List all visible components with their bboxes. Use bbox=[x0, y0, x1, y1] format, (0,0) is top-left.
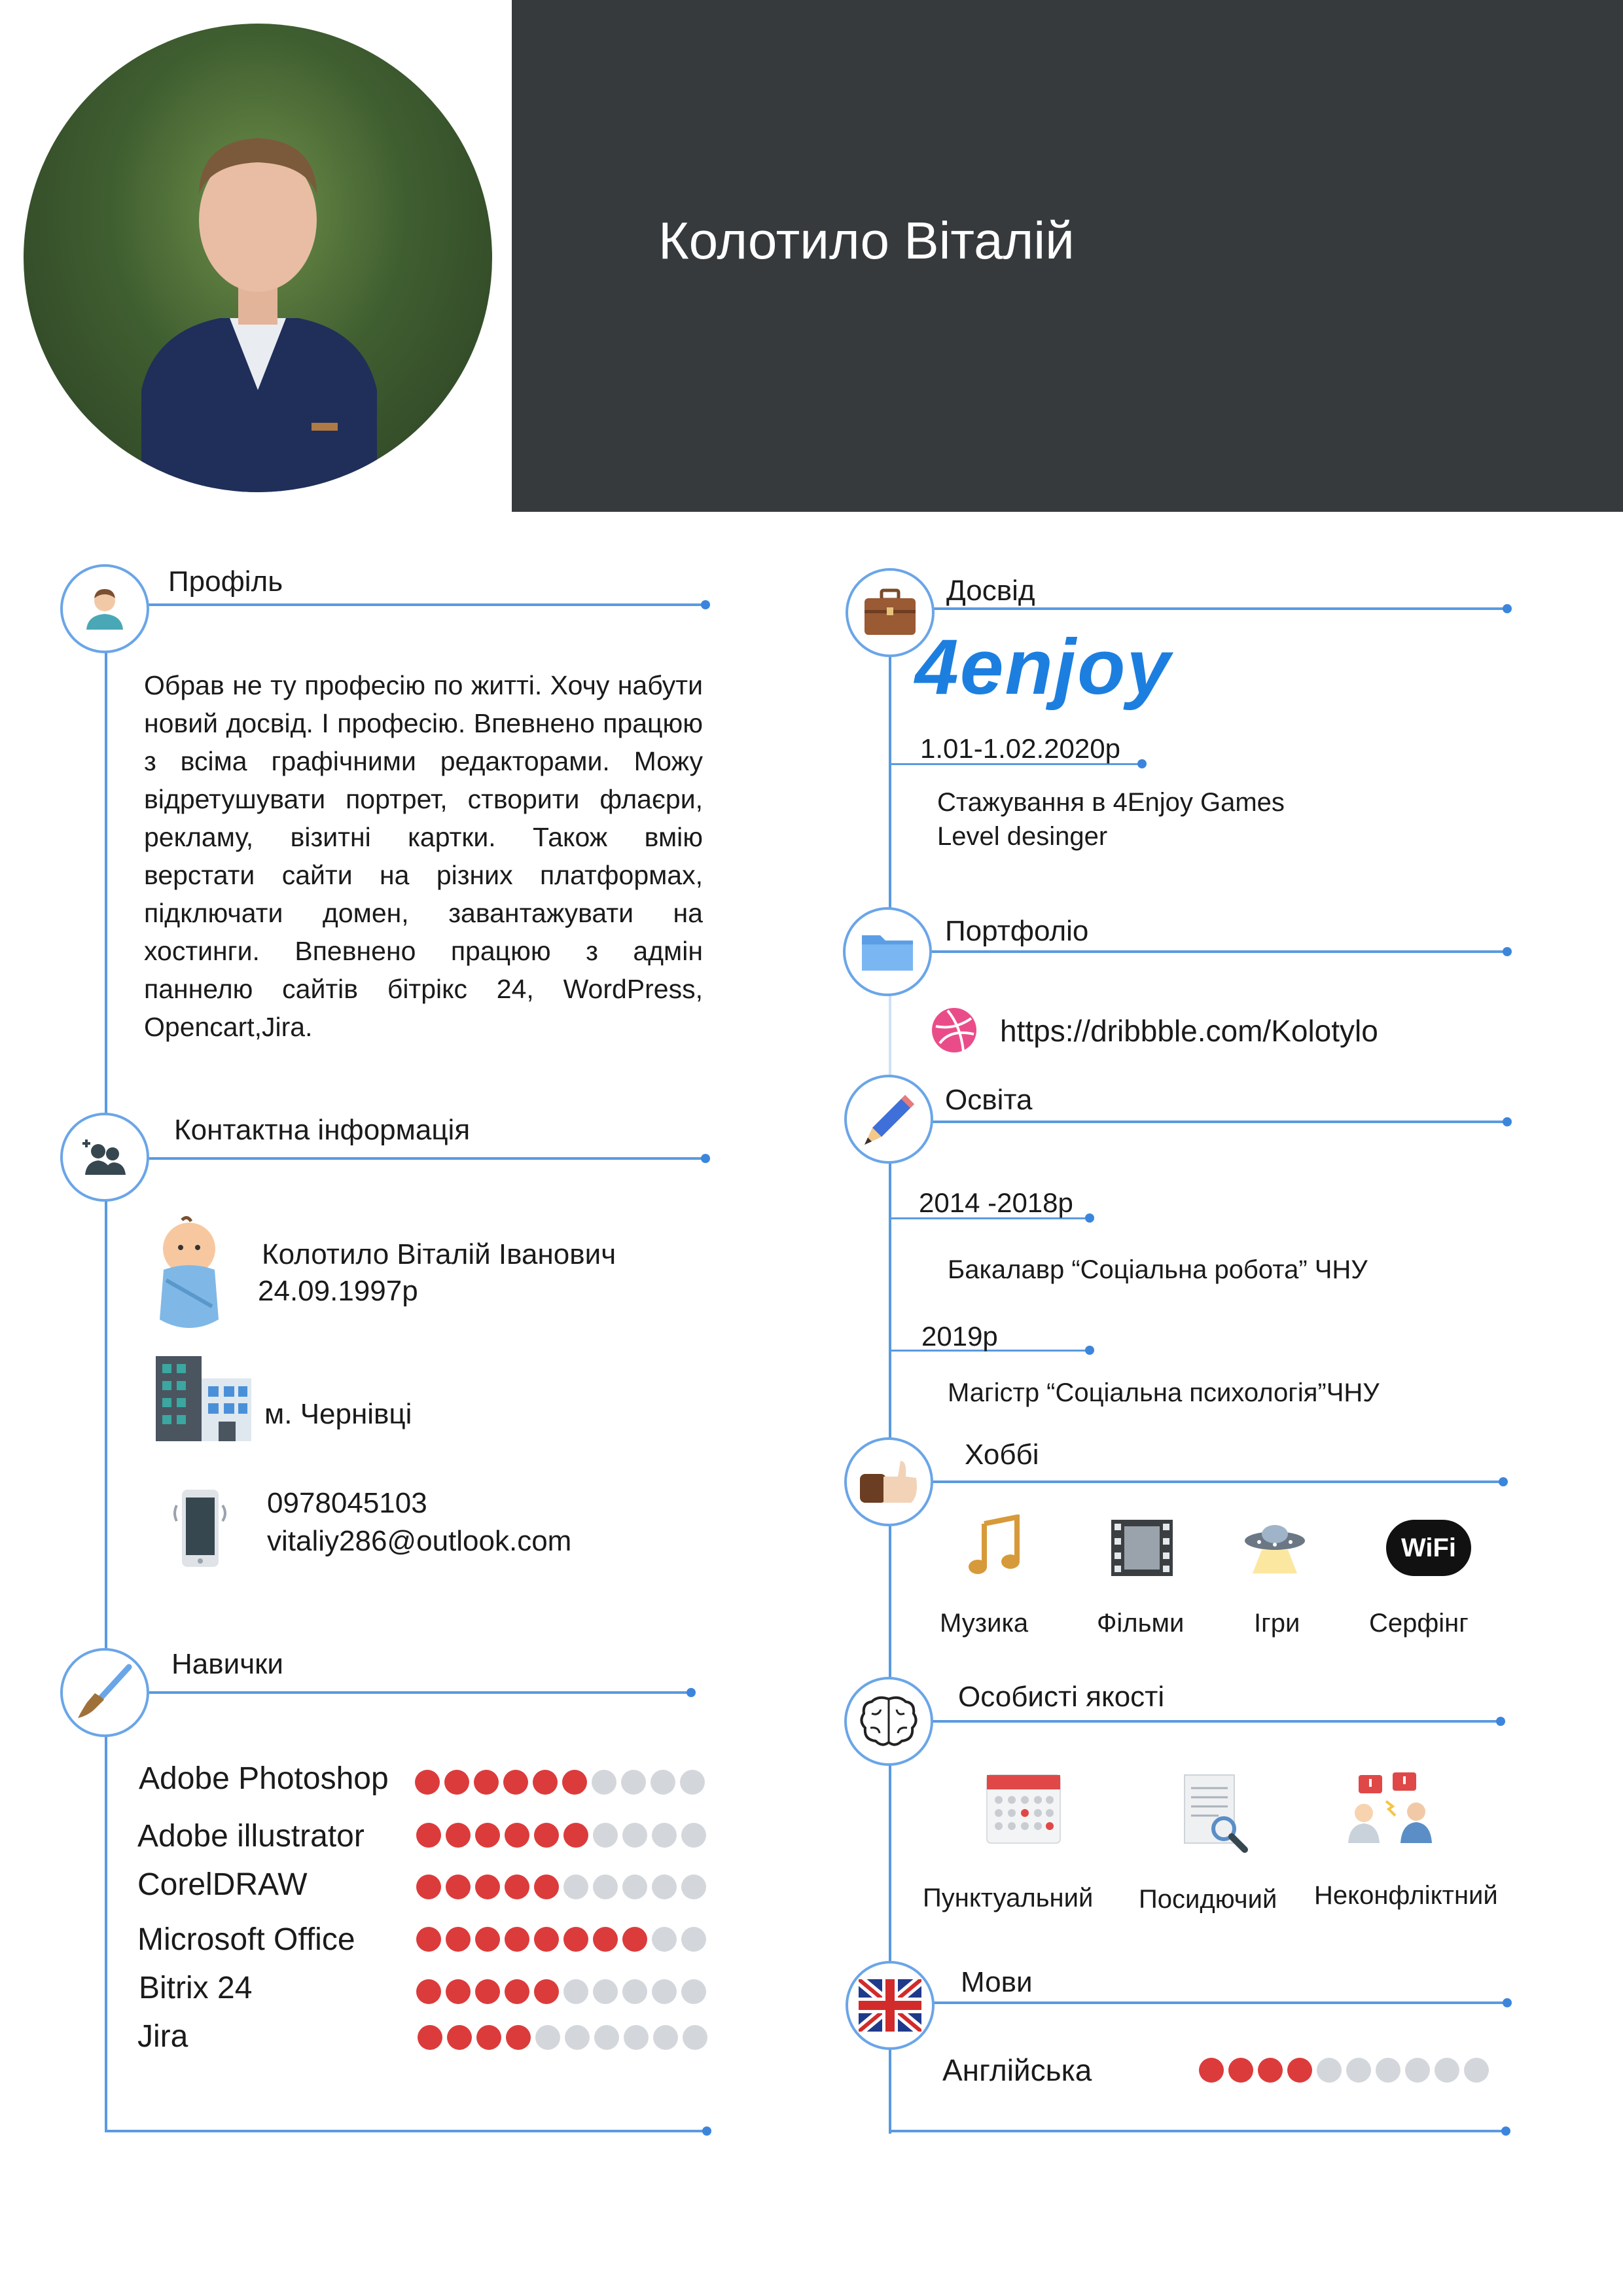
rating-dot-filled bbox=[505, 1979, 529, 2004]
rating-dot-empty bbox=[680, 1770, 705, 1795]
rating-dot-empty bbox=[1435, 2058, 1459, 2083]
experience-position: Стажування в 4Enjoy Games bbox=[937, 788, 1285, 817]
skill-rating bbox=[415, 1770, 705, 1795]
contact-rule-end bbox=[701, 1154, 710, 1163]
rating-dot-empty bbox=[593, 1979, 618, 2004]
right-bottom-rule-end bbox=[1501, 2126, 1510, 2136]
rating-dot-empty bbox=[621, 1770, 646, 1795]
hobbies-icon-circle bbox=[844, 1437, 933, 1526]
qualities-icon-circle bbox=[844, 1677, 933, 1766]
rating-dot-empty bbox=[1317, 2058, 1342, 2083]
education-period: 2019р bbox=[921, 1321, 998, 1352]
portfolio-rule-end bbox=[1503, 947, 1512, 956]
skill-label: CorelDRAW bbox=[137, 1867, 308, 1902]
profile-icon-circle bbox=[60, 564, 149, 653]
rating-dot-filled bbox=[416, 1823, 441, 1848]
dribbble-icon bbox=[931, 1007, 978, 1057]
folder-icon bbox=[859, 930, 916, 973]
experience-period-end bbox=[1137, 759, 1147, 768]
quality-label: Пунктуальний bbox=[923, 1884, 1094, 1912]
skill-rating bbox=[416, 1874, 706, 1899]
rating-dot-empty bbox=[593, 1823, 618, 1848]
skill-label: Adobe Photoshop bbox=[139, 1761, 389, 1796]
profile-text: Обрав не ту професію по житті. Хочу набути новий досвід. І професію. Впевнено працюю з всіма графічними редакторами. Можу відретушувати портрет, створити флаєри, рекламу, візитні картки. Також вмію верстати сайти на різних платформах, підключати домен, завантажувати на хостинги. Впевнено працюю з адмін паннелю сайтів бітрікс 24, WordPress, Opencart,Jira. bbox=[144, 670, 703, 1042]
rating-dot-empty bbox=[593, 1874, 618, 1899]
contact-icon-circle bbox=[60, 1113, 149, 1202]
rating-dot-empty bbox=[594, 2025, 619, 2050]
education-icon-circle bbox=[844, 1075, 933, 1164]
left-bottom-rule-end bbox=[702, 2126, 711, 2136]
portfolio-icon-circle bbox=[843, 907, 932, 996]
experience-rule bbox=[920, 607, 1507, 610]
contact-birth-date: 24.09.1997р bbox=[258, 1275, 418, 1307]
rating-dot-filled bbox=[533, 1770, 558, 1795]
skill-rating bbox=[416, 1823, 706, 1848]
rating-dot-empty bbox=[563, 1874, 588, 1899]
rating-dot-filled bbox=[1258, 2058, 1283, 2083]
rating-dot-filled bbox=[506, 2025, 531, 2050]
languages-icon-circle bbox=[846, 1961, 935, 2050]
person-name: Колотило Віталій bbox=[658, 211, 1075, 270]
add-contact-icon bbox=[80, 1134, 130, 1180]
rating-dot-empty bbox=[652, 1979, 677, 2004]
rating-dot-empty bbox=[563, 1979, 588, 2004]
skill-label: Bitrix 24 bbox=[139, 1971, 253, 2005]
education-degree: Бакалавр “Соціальна робота” ЧНУ bbox=[948, 1255, 1368, 1284]
uk-flag-icon bbox=[859, 1979, 921, 2032]
rating-dot-empty bbox=[622, 1979, 647, 2004]
film-strip-icon bbox=[1111, 1520, 1173, 1579]
hobby-label: Фільми bbox=[1097, 1609, 1185, 1638]
left-bottom-rule bbox=[105, 2130, 707, 2132]
rating-dot-empty bbox=[592, 1770, 616, 1795]
city-building-icon bbox=[156, 1352, 254, 1447]
rating-dot-filled bbox=[446, 1874, 471, 1899]
music-note-icon bbox=[965, 1515, 1024, 1581]
calendar-icon bbox=[986, 1768, 1061, 1848]
languages-rule-end bbox=[1503, 1998, 1512, 2007]
profile-rule bbox=[148, 603, 705, 606]
rating-dot-filled bbox=[474, 1770, 499, 1795]
rating-dot-empty bbox=[624, 2025, 649, 2050]
left-timeline bbox=[105, 640, 107, 2132]
portrait-illustration bbox=[24, 24, 492, 492]
people-chat-icon bbox=[1343, 1772, 1438, 1846]
right-bottom-rule bbox=[890, 2130, 1505, 2132]
rating-dot-filled bbox=[505, 1874, 529, 1899]
rating-dot-filled bbox=[593, 1927, 618, 1952]
rating-dot-filled bbox=[1199, 2058, 1224, 2083]
hobbies-rule-end bbox=[1499, 1477, 1508, 1486]
hobby-label: Ігри bbox=[1254, 1609, 1300, 1638]
hobby-label: Серфінг bbox=[1369, 1609, 1469, 1638]
rating-dot-empty bbox=[652, 1823, 677, 1848]
rating-dot-empty bbox=[652, 1927, 677, 1952]
education-rule-end bbox=[1503, 1117, 1512, 1126]
rating-dot-filled bbox=[563, 1927, 588, 1952]
portfolio-link[interactable]: https://dribbble.com/Kolotylo bbox=[1000, 1014, 1378, 1048]
portfolio-faint-line bbox=[889, 982, 891, 1086]
rating-dot-filled bbox=[475, 1874, 500, 1899]
experience-rule-end bbox=[1503, 604, 1512, 613]
rating-dot-empty bbox=[1464, 2058, 1489, 2083]
profile-rule-end bbox=[701, 600, 710, 609]
skill-label: Jira bbox=[137, 2019, 188, 2054]
profile-title: Профіль bbox=[168, 565, 283, 598]
portfolio-title: Портфоліо bbox=[945, 915, 1089, 947]
education-rule bbox=[920, 1121, 1507, 1123]
contact-city: м. Чернівці bbox=[264, 1398, 412, 1430]
rating-dot-empty bbox=[681, 1979, 706, 2004]
skills-rule bbox=[148, 1691, 691, 1694]
education-title: Освіта bbox=[945, 1084, 1033, 1116]
rating-dot-filled bbox=[505, 1927, 529, 1952]
skill-rating bbox=[418, 2025, 707, 2050]
rating-dot-empty bbox=[622, 1823, 647, 1848]
contact-rule bbox=[148, 1157, 705, 1160]
rating-dot-filled bbox=[475, 1927, 500, 1952]
rating-dot-filled bbox=[505, 1823, 529, 1848]
rating-dot-filled bbox=[503, 1770, 528, 1795]
briefcase-icon bbox=[862, 588, 918, 637]
company-logo: 4enjoy bbox=[915, 623, 1172, 711]
thumbs-up-icon bbox=[857, 1457, 920, 1507]
hobbies-rule bbox=[920, 1480, 1507, 1483]
rating-dot-filled bbox=[447, 2025, 472, 2050]
rating-dot-filled bbox=[476, 2025, 501, 2050]
rating-dot-filled bbox=[1228, 2058, 1253, 2083]
pencil-icon bbox=[859, 1090, 918, 1149]
rating-dot-empty bbox=[622, 1874, 647, 1899]
rating-dot-filled bbox=[415, 1770, 440, 1795]
rating-dot-empty bbox=[681, 1927, 706, 1952]
paintbrush-icon bbox=[75, 1663, 134, 1722]
rating-dot-filled bbox=[446, 1823, 471, 1848]
experience-role: Level desinger bbox=[937, 822, 1108, 851]
rating-dot-empty bbox=[681, 1874, 706, 1899]
quality-label: Посидючий bbox=[1139, 1885, 1277, 1914]
language-rating bbox=[1199, 2058, 1489, 2083]
rating-dot-filled bbox=[446, 1927, 471, 1952]
profile-photo bbox=[24, 24, 492, 492]
right-timeline bbox=[889, 648, 891, 2134]
language-label: Англійська bbox=[942, 2053, 1092, 2087]
education-period: 2014 -2018р bbox=[919, 1187, 1073, 1218]
quality-label: Неконфліктний bbox=[1314, 1881, 1498, 1910]
rating-dot-filled bbox=[418, 2025, 442, 2050]
hobby-label: Музика bbox=[940, 1609, 1029, 1638]
contact-email[interactable]: vitaliy286@outlook.com bbox=[267, 1525, 572, 1557]
rating-dot-filled bbox=[446, 1979, 471, 2004]
rating-dot-filled bbox=[563, 1823, 588, 1848]
rating-dot-empty bbox=[535, 2025, 560, 2050]
rating-dot-empty bbox=[652, 1874, 677, 1899]
rating-dot-empty bbox=[565, 2025, 590, 2050]
education-period-end bbox=[1085, 1213, 1094, 1223]
languages-rule bbox=[920, 2001, 1507, 2004]
user-icon bbox=[79, 583, 131, 635]
rating-dot-filled bbox=[562, 1770, 587, 1795]
rating-dot-filled bbox=[444, 1770, 469, 1795]
rating-dot-filled bbox=[534, 1979, 559, 2004]
skills-title: Навички bbox=[171, 1648, 283, 1680]
languages-title: Мови bbox=[961, 1966, 1033, 1998]
rating-dot-filled bbox=[475, 1823, 500, 1848]
hobbies-title: Хоббі bbox=[965, 1439, 1039, 1471]
baby-icon bbox=[153, 1215, 225, 1336]
wifi-icon-text: WiFi bbox=[1400, 1533, 1457, 1562]
rating-dot-filled bbox=[416, 1874, 441, 1899]
experience-period: 1.01-1.02.2020р bbox=[920, 733, 1120, 764]
rating-dot-filled bbox=[475, 1979, 500, 2004]
rating-dot-filled bbox=[1287, 2058, 1312, 2083]
ufo-icon bbox=[1242, 1521, 1308, 1577]
rating-dot-empty bbox=[653, 2025, 678, 2050]
qualities-title: Особисті якості bbox=[958, 1681, 1165, 1713]
rating-dot-empty bbox=[1346, 2058, 1371, 2083]
skills-rule-end bbox=[687, 1688, 696, 1697]
rating-dot-empty bbox=[1376, 2058, 1400, 2083]
brain-icon bbox=[859, 1694, 919, 1749]
rating-dot-filled bbox=[622, 1927, 647, 1952]
rating-dot-empty bbox=[681, 1823, 706, 1848]
skills-icon-circle bbox=[60, 1648, 149, 1737]
rating-dot-filled bbox=[534, 1823, 559, 1848]
experience-title: Досвід bbox=[946, 575, 1035, 607]
document-search-icon bbox=[1182, 1772, 1250, 1858]
phone-icon bbox=[173, 1486, 228, 1574]
contact-full-name: Колотило Віталій Іванович bbox=[262, 1238, 616, 1270]
qualities-rule-end bbox=[1496, 1717, 1505, 1726]
contact-phone: 0978045103 bbox=[267, 1487, 427, 1519]
skill-label: Microsoft Office bbox=[137, 1922, 355, 1957]
rating-dot-filled bbox=[416, 1979, 441, 2004]
qualities-rule bbox=[920, 1720, 1504, 1723]
rating-dot-empty bbox=[1405, 2058, 1430, 2083]
contact-title: Контактна інформація bbox=[174, 1114, 471, 1146]
rating-dot-filled bbox=[416, 1927, 441, 1952]
wifi-icon bbox=[1386, 1520, 1471, 1576]
education-period-end bbox=[1085, 1346, 1094, 1355]
rating-dot-empty bbox=[651, 1770, 675, 1795]
skill-rating bbox=[416, 1979, 706, 2004]
rating-dot-filled bbox=[534, 1927, 559, 1952]
rating-dot-filled bbox=[534, 1874, 559, 1899]
education-degree: Магістр “Соціальна психологія”ЧНУ bbox=[948, 1378, 1380, 1407]
rating-dot-empty bbox=[683, 2025, 707, 2050]
portfolio-rule bbox=[920, 950, 1507, 953]
skill-rating bbox=[416, 1927, 706, 1952]
skill-label: Adobe illustrator bbox=[137, 1819, 365, 1854]
